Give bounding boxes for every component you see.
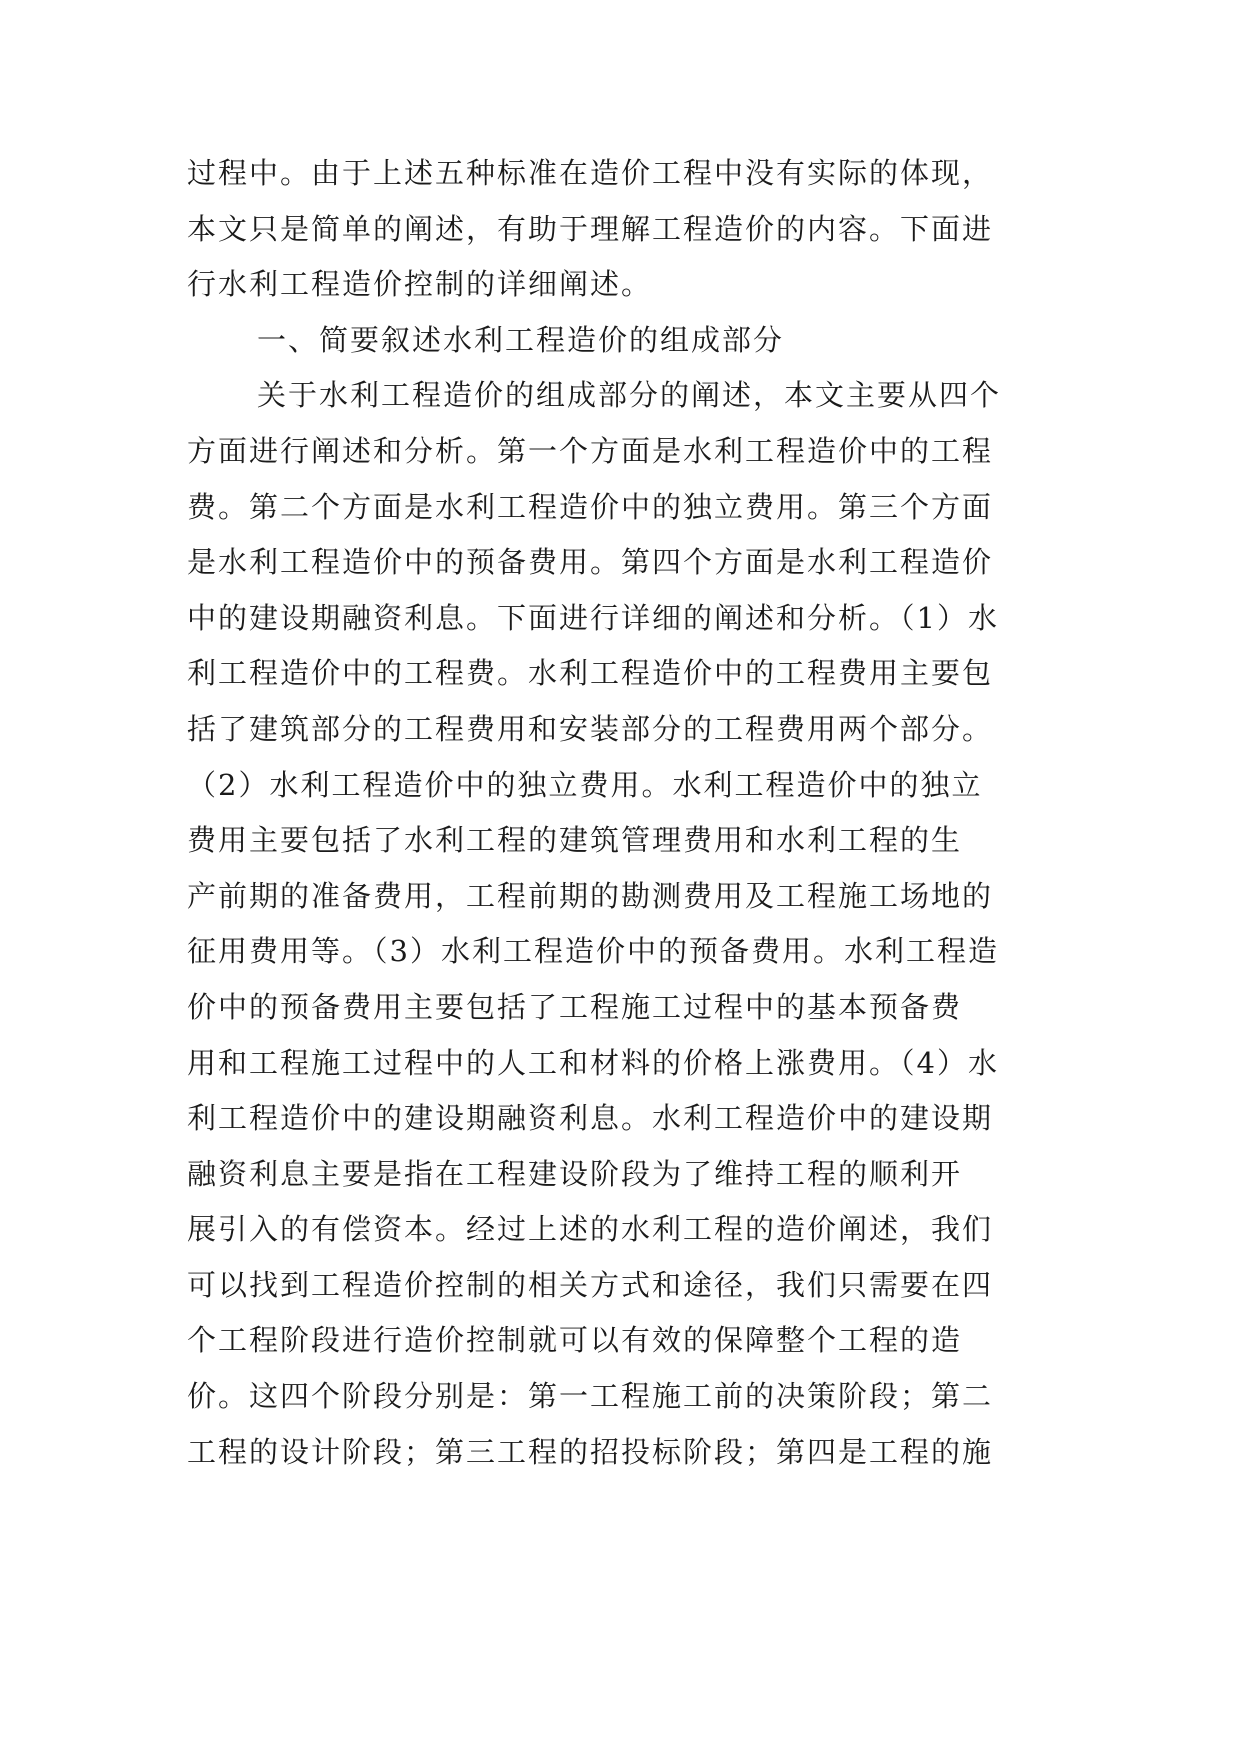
text-line: 中的建设期融资利息。下面进行详细的阐述和分析。（1）水 (187, 600, 999, 635)
text-line: 价。这四个阶段分别是：第一工程施工前的决策阶段；第二 (187, 1379, 994, 1414)
text-line: 个工程阶段进行造价控制就可以有效的保障整个工程的造 (187, 1323, 963, 1358)
text-line: 方面进行阐述和分析。第一个方面是水利工程造价中的工程 (187, 433, 994, 468)
text-line: 价中的预备费用主要包括了工程施工过程中的基本预备费 (187, 989, 963, 1024)
text-line: 利工程造价中的建设期融资利息。水利工程造价中的建设期 (187, 1101, 994, 1136)
text-line: 展引入的有偿资本。经过上述的水利工程的造价阐述，我们 (187, 1212, 994, 1247)
text-line: 征用费用等。（3）水利工程造价中的预备费用。水利工程造 (187, 934, 999, 969)
text-line: 产前期的准备费用，工程前期的勘测费用及工程施工场地的 (187, 878, 994, 913)
text-line: 是水利工程造价中的预备费用。第四个方面是水利工程造价 (187, 545, 994, 580)
text-line: 费用主要包括了水利工程的建筑管理费用和水利工程的生 (187, 823, 963, 858)
section-heading: 一、简要叙述水利工程造价的组成部分 (257, 322, 785, 357)
body-text (187, 146, 1057, 1480)
text-line: （2）水利工程造价中的独立费用。水利工程造价中的独立 (187, 767, 983, 802)
text-line: 本文只是简单的阐述，有助于理解工程造价的内容。下面进 (187, 211, 994, 246)
text-line: 过程中。由于上述五种标准在造价工程中没有实际的体现， (187, 156, 994, 190)
text-line: 可以找到工程造价控制的相关方式和途径，我们只需要在四 (187, 1267, 994, 1302)
text-line: 利工程造价中的工程费。水利工程造价中的工程费用主要包 (187, 656, 994, 691)
paragraph-first-line: 关于水利工程造价的组成部分的阐述，本文主要从四个 (257, 378, 1002, 413)
text-line: 费。第二个方面是水利工程造价中的独立费用。第三个方面 (187, 489, 994, 524)
text-line: 融资利息主要是指在工程建设阶段为了维持工程的顺利开 (187, 1156, 963, 1191)
text-line: 括了建筑部分的工程费用和安装部分的工程费用两个部分。 (187, 711, 994, 746)
text-line: 行水利工程造价控制的详细阐述。 (187, 267, 653, 302)
text-line: 工程的设计阶段；第三工程的招投标阶段；第四是工程的施 (187, 1434, 994, 1469)
text-line: 用和工程施工过程中的人工和材料的价格上涨费用。（4）水 (187, 1045, 999, 1080)
